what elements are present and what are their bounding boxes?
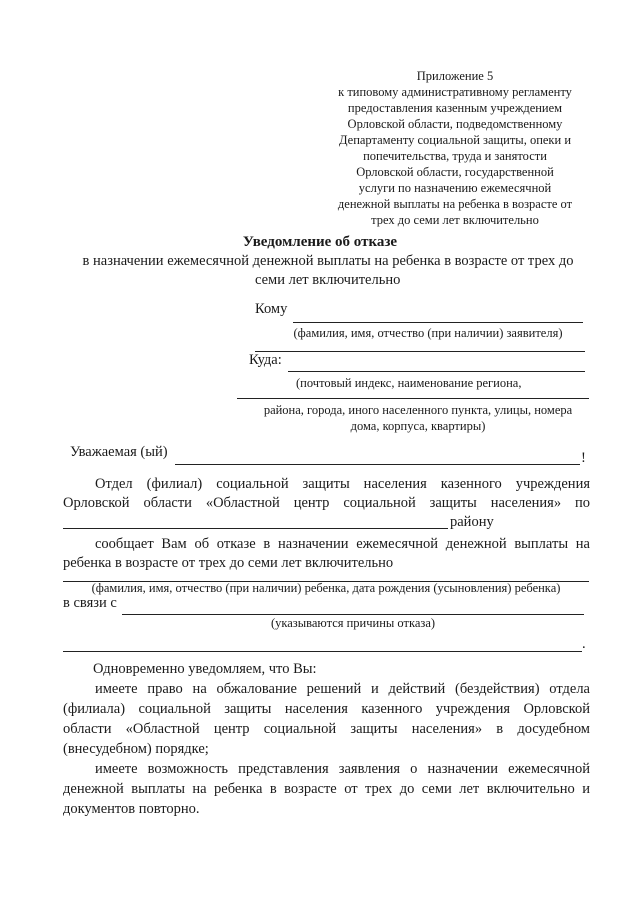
notice-item2-line3: документов повторно. bbox=[63, 801, 200, 817]
where-field-line bbox=[288, 371, 585, 372]
where-label: Куда: bbox=[249, 352, 282, 368]
reason-end: . bbox=[582, 636, 586, 652]
reason-field-line-2 bbox=[63, 651, 582, 652]
notice-item1-line4: (внесудебном) порядке; bbox=[63, 741, 209, 757]
document-title: Уведомление об отказе bbox=[242, 234, 398, 250]
to-label: Кому bbox=[255, 301, 288, 317]
appendix-line: трех до семи лет включительно bbox=[371, 213, 539, 227]
greeting-field-line bbox=[175, 464, 580, 465]
appendix-line: к типовому административному регламенту bbox=[338, 85, 572, 99]
appendix-line: Орловской области, подведомственному bbox=[347, 117, 563, 131]
where-hint-2: района, города, иного населенного пункта, улицы, номера bbox=[263, 403, 573, 417]
to-field-line-2 bbox=[255, 351, 585, 352]
notice-item1-line3: области «Областной центр социальной защиты населения» в досудебном bbox=[63, 721, 590, 737]
body-p2-line1: сообщает Вам об отказе в назначении ежемесячной денежной выплаты на bbox=[95, 536, 590, 552]
where-field-line-2 bbox=[237, 398, 589, 399]
notice-intro: Одновременно уведомляем, что Вы: bbox=[93, 661, 317, 677]
greeting-label: Уважаемая (ый) bbox=[70, 444, 168, 460]
appendix-line: предоставления казенным учреждением bbox=[347, 101, 563, 115]
appendix-line: денежной выплаты на ребенка в возрасте от bbox=[337, 197, 573, 211]
body-p1-line2: Орловской области «Областной центр социальной защиты населения» по bbox=[63, 495, 590, 511]
appendix-line: Департаменту социальной защиты, опеки и bbox=[338, 133, 572, 147]
title-line-3: семи лет включительно bbox=[255, 272, 401, 288]
greeting-end: ! bbox=[581, 450, 586, 466]
where-hint-1: (почтовый индекс, наименование региона, bbox=[296, 376, 522, 390]
body-p1-line1: Отдел (филиал) социальной защиты населения казенного учреждения bbox=[95, 476, 590, 492]
reason-field-line bbox=[122, 614, 584, 615]
body-p1-line3-end: району bbox=[450, 514, 494, 530]
notice-item1-line2: (филиала) социальной защиты населения казенного учреждения Орловской bbox=[63, 701, 590, 717]
to-hint: (фамилия, имя, отчество (при наличии) заявителя) bbox=[293, 326, 563, 340]
reason-hint: (указываются причины отказа) bbox=[270, 616, 436, 630]
where-hint-3: дома, корпуса, квартиры) bbox=[350, 419, 486, 433]
appendix-line: Орловской области, государственной bbox=[356, 165, 554, 179]
appendix-line: попечительства, труда и занятости bbox=[363, 149, 547, 163]
appendix-line: Приложение 5 bbox=[416, 69, 494, 83]
reason-label: в связи с bbox=[63, 595, 117, 611]
title-line-2: в назначении ежемесячной денежной выплаты на ребенка в возрасте от трех до bbox=[82, 253, 574, 269]
notice-item2-line2: денежной выплаты на ребенка в возрасте от трех до семи лет включительно и bbox=[63, 781, 590, 797]
child-hint: (фамилия, имя, отчество (при наличии) ребенка, дата рождения (усыновления) ребенка) bbox=[91, 581, 561, 595]
appendix-line: услуги по назначению ежемесячной bbox=[358, 181, 552, 195]
body-p2-line2: ребенка в возрасте от трех до семи лет включительно bbox=[63, 555, 394, 571]
notice-item2-line1: имеете возможность представления заявления о назначении ежемесячной bbox=[95, 761, 590, 777]
notice-item1-line1: имеете право на обжалование решений и действий (бездействия) отдела bbox=[95, 681, 590, 697]
district-field-line bbox=[63, 528, 448, 529]
to-field-line bbox=[293, 322, 583, 323]
